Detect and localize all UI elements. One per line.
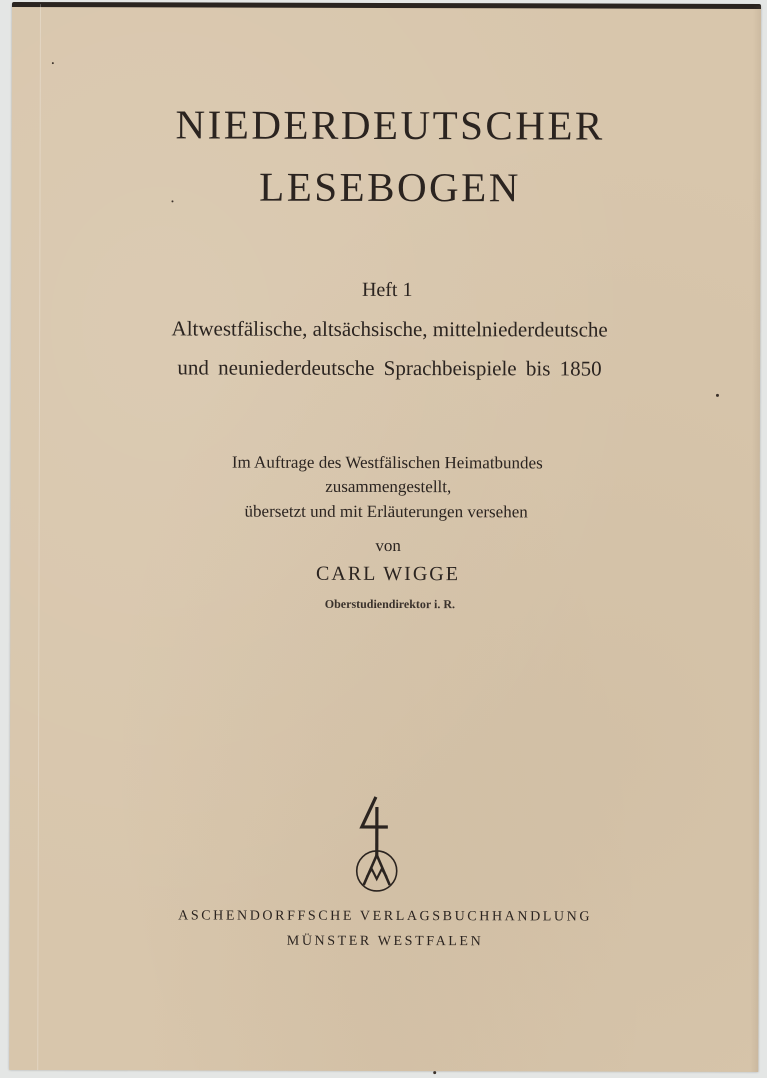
book-cover bbox=[9, 4, 761, 1072]
subtitle-line-2: und neuniederdeutsche Sprachbeispiele bis 1850 bbox=[177, 355, 602, 381]
by-label: von bbox=[375, 535, 401, 556]
publisher-logo-icon bbox=[348, 793, 408, 893]
title-line-1: NIEDERDEUTSCHER bbox=[175, 101, 605, 149]
cover-top-edge bbox=[12, 2, 761, 9]
author-name: CARL WIGGE bbox=[316, 562, 460, 586]
paper-speck bbox=[171, 200, 173, 202]
issue-number: Heft 1 bbox=[361, 278, 413, 302]
commission-line-3: übersetzt und mit Erläuterungen versehen bbox=[244, 501, 528, 522]
title-line-2: LESEBOGEN bbox=[259, 163, 521, 211]
publisher-name: ASCHENDORFFSCHE VERLAGSBUCHHANDLUNG bbox=[178, 908, 593, 925]
commission-line-2: zusammengestellt, bbox=[325, 476, 452, 497]
publisher-city: MÜNSTER WESTFALEN bbox=[286, 933, 484, 950]
author-role: Oberstudiendirektor i. R. bbox=[324, 596, 456, 612]
subtitle-line-1: Altwestfälische, altsächsische, mittelniederdeutsche bbox=[171, 316, 608, 342]
commission-line-1: Im Auftrage des Westfälischen Heimatbundes bbox=[231, 452, 543, 473]
paper-speck bbox=[52, 62, 54, 64]
paper-speck bbox=[433, 1071, 436, 1074]
paper-speck bbox=[716, 394, 719, 397]
